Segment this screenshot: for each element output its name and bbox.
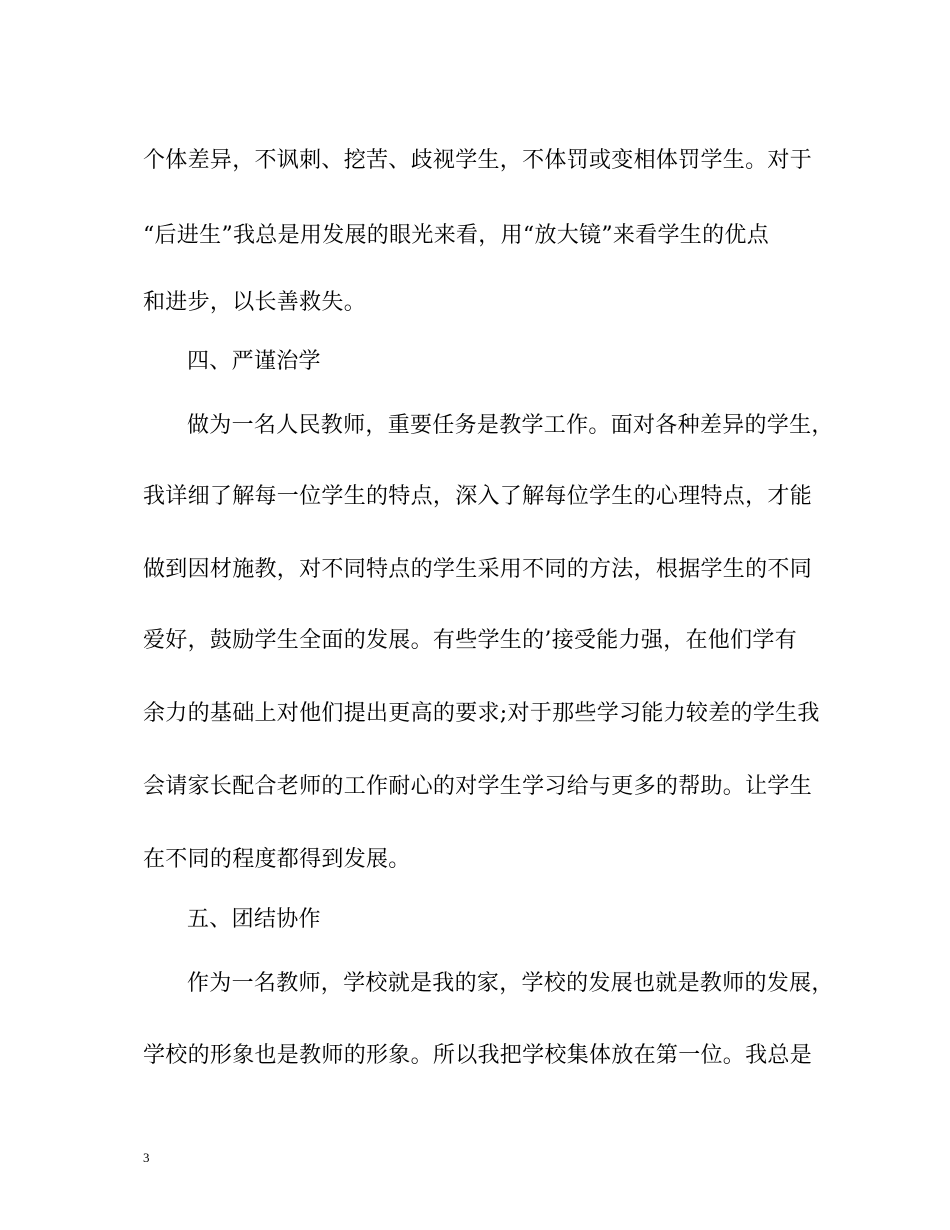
section-heading: 五、团结协作	[187, 907, 321, 932]
body-text-line: 和进步，以长善救失。	[143, 290, 367, 315]
body-text-line: 我详细了解每一位学生的特点，深入了解每位学生的心理特点，才能	[143, 484, 813, 509]
body-text-line: 爱好，鼓励学生全面的发展。有些学生的’接受能力强，在他们学有	[143, 628, 797, 653]
body-text-line: “后进生”我总是用发展的眼光来看，用“放大镜”来看学生的优点	[143, 223, 769, 248]
body-text-line: 会请家长配合老师的工作耐心的对学生学习给与更多的帮助。让学生	[143, 774, 813, 799]
section-heading: 四、严谨治学	[187, 349, 321, 374]
body-text-line: 做到因材施教，对不同特点的学生采用不同的方法，根据学生的不同	[143, 557, 813, 582]
body-text-line: 学校的形象也是教师的形象。所以我把学校集体放在第一位。我总是	[143, 1043, 813, 1068]
paragraph-first-line: 做为一名人民教师，重要任务是教学工作。面对各种差异的学生，	[187, 413, 834, 438]
body-text-line: 个体差异，不讽刺、挖苦、歧视学生，不体罚或变相体罚学生。对于	[143, 148, 813, 173]
body-text-line: 在不同的程度都得到发展。	[143, 847, 411, 872]
body-text-line: 余力的基础上对他们提出更高的要求;对于那些学习能力较差的学生我	[143, 701, 820, 726]
paragraph-first-line: 作为一名教师，学校就是我的家，学校的发展也就是教师的发展，	[187, 971, 834, 996]
page-number: 3	[143, 1150, 150, 1165]
